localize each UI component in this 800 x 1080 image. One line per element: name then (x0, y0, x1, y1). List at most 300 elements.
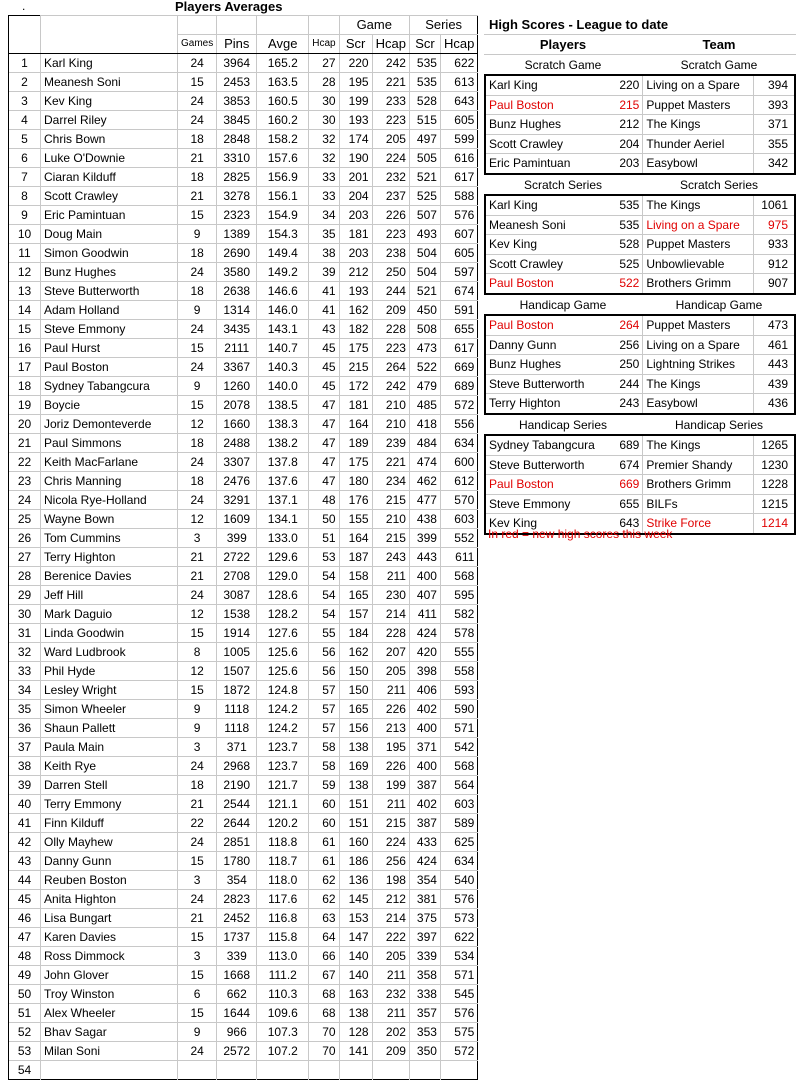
pins-cell: 1660 (217, 415, 257, 434)
games-cell: 12 (178, 605, 217, 624)
game-scr-cell: 184 (339, 624, 372, 643)
series-hcap-cell: 534 (440, 947, 477, 966)
high-score-box (484, 194, 796, 295)
avge-cell: 160.2 (257, 111, 309, 130)
game-hcap-cell: 230 (372, 586, 409, 605)
series-scr-cell: 381 (409, 890, 440, 909)
series-scr-cell: 443 (409, 548, 440, 567)
series-hcap-cell: 572 (440, 396, 477, 415)
team-score: 439 (767, 376, 788, 391)
pins-cell: 3845 (217, 111, 257, 130)
player-score: 689 (613, 436, 643, 455)
series-scr-cell: 438 (409, 510, 440, 529)
series-scr-cell: 505 (409, 149, 440, 168)
high-score-row (486, 436, 794, 455)
series-scr-cell: 400 (409, 757, 440, 776)
rank-cell: 51 (9, 1004, 41, 1023)
table-row (9, 681, 478, 700)
series-hcap-cell: 655 (440, 320, 477, 339)
rank-cell: 28 (9, 567, 41, 586)
rank-cell: 43 (9, 852, 41, 871)
player-name-cell: Nicola Rye-Holland (41, 491, 178, 510)
game-hcap-cell: 223 (372, 111, 409, 130)
series-scr-cell: 528 (409, 92, 440, 111)
avge-cell: 154.9 (257, 206, 309, 225)
game-hcap-cell: 207 (372, 643, 409, 662)
hcap-cell: 60 (309, 795, 339, 814)
hcap-cell: 68 (309, 985, 339, 1004)
team-name: Puppet Masters (643, 316, 754, 335)
series-hcap-cell: 616 (440, 149, 477, 168)
avge-cell: 149.4 (257, 244, 309, 263)
player-name: Steve Butterworth (489, 376, 585, 391)
game-hcap-cell: 211 (372, 1004, 409, 1023)
avge-cell: 138.5 (257, 396, 309, 415)
team-score: 1228 (761, 477, 788, 492)
games-cell: 24 (178, 111, 217, 130)
player-name-cell: Ward Ludbrook (41, 643, 178, 662)
series-scr-cell: 485 (409, 396, 440, 415)
game-hcap-cell: 224 (372, 833, 409, 852)
avge-cell: 118.7 (257, 852, 309, 871)
team-score: 342 (767, 156, 788, 171)
avge-cell: 129.6 (257, 548, 309, 567)
series-scr-cell: 433 (409, 833, 440, 852)
team-name: Brothers Grimm (643, 274, 754, 293)
team-name: Thunder Aeriel (643, 135, 754, 154)
series-scr-header: Scr (409, 35, 440, 54)
hcap-cell: 38 (309, 244, 339, 263)
pins-cell: 1118 (217, 700, 257, 719)
series-scr-cell: 424 (409, 852, 440, 871)
rank-cell: 33 (9, 662, 41, 681)
game-scr-cell: 190 (339, 149, 372, 168)
game-scr-cell: 189 (339, 434, 372, 453)
series-scr-cell: 522 (409, 358, 440, 377)
series-hcap-cell: 558 (440, 662, 477, 681)
series-scr-cell: 371 (409, 738, 440, 757)
game-scr-cell: 140 (339, 947, 372, 966)
series-scr-cell: 515 (409, 111, 440, 130)
hcap-cell: 47 (309, 415, 339, 434)
game-scr-cell: 203 (339, 244, 372, 263)
game-scr-cell: 150 (339, 662, 372, 681)
player-score: 522 (613, 274, 643, 293)
hcap-cell: 50 (309, 510, 339, 529)
rank-cell: 48 (9, 947, 41, 966)
hcap-cell: 32 (309, 130, 339, 149)
avge-cell: 156.9 (257, 168, 309, 187)
games-cell: 24 (178, 1042, 217, 1061)
series-hcap-cell: 571 (440, 719, 477, 738)
table-row (9, 358, 478, 377)
player-name-cell: Finn Kilduff (41, 814, 178, 833)
hcap-cell: 58 (309, 757, 339, 776)
rank-cell: 8 (9, 187, 41, 206)
team-section-label: Handicap Series (674, 417, 764, 432)
team-score: 436 (767, 396, 788, 411)
player-section-label: Scratch Series (523, 177, 603, 192)
rank-cell: 44 (9, 871, 41, 890)
avge-cell: 118.0 (257, 871, 309, 890)
high-score-row (486, 316, 794, 335)
table-row (9, 453, 478, 472)
high-score-row (486, 114, 794, 134)
series-hcap-cell: 556 (440, 415, 477, 434)
rank-cell: 30 (9, 605, 41, 624)
avge-cell: 125.6 (257, 662, 309, 681)
series-hcap-cell: 600 (440, 453, 477, 472)
player-name-cell: Meanesh Soni (41, 73, 178, 92)
team-name: Living on a Spare (643, 336, 754, 355)
pins-cell: 1644 (217, 1004, 257, 1023)
player-name-cell: Anita Highton (41, 890, 178, 909)
table-row (9, 130, 478, 149)
game-scr-cell: 158 (339, 567, 372, 586)
player-score: 535 (613, 196, 643, 215)
game-hcap-cell: 209 (372, 1042, 409, 1061)
player-name-cell: Lesley Wright (41, 681, 178, 700)
game-scr-cell (339, 1061, 372, 1080)
series-scr-cell: 402 (409, 795, 440, 814)
high-score-row (486, 455, 794, 475)
team-score: 461 (767, 337, 788, 352)
rank-cell: 10 (9, 225, 41, 244)
games-cell: 15 (178, 852, 217, 871)
table-row (9, 434, 478, 453)
player-score: 674 (613, 456, 643, 475)
game-scr-cell: 195 (339, 73, 372, 92)
game-hcap-cell: 238 (372, 244, 409, 263)
table-row (9, 947, 478, 966)
game-scr-cell: 164 (339, 529, 372, 548)
rank-cell: 15 (9, 320, 41, 339)
hcap-cell: 56 (309, 643, 339, 662)
game-scr-cell: 180 (339, 472, 372, 491)
avge-cell: 107.3 (257, 1023, 309, 1042)
rank-cell: 27 (9, 548, 41, 567)
games-cell: 21 (178, 187, 217, 206)
pins-cell: 1780 (217, 852, 257, 871)
player-score: 250 (613, 355, 643, 374)
rank-cell: 40 (9, 795, 41, 814)
player-name-cell: Joriz Demonteverde (41, 415, 178, 434)
table-row (9, 320, 478, 339)
series-scr-cell: 484 (409, 434, 440, 453)
pins-cell: 354 (217, 871, 257, 890)
rank-cell: 53 (9, 1042, 41, 1061)
series-hcap-cell: 669 (440, 358, 477, 377)
avge-cell: 158.2 (257, 130, 309, 149)
game-hcap-cell: 243 (372, 548, 409, 567)
team-score: 1061 (761, 197, 788, 212)
game-scr-cell: 193 (339, 282, 372, 301)
series-hcap-cell: 578 (440, 624, 477, 643)
table-row (9, 111, 478, 130)
player-score: 244 (613, 375, 643, 394)
games-cell: 15 (178, 1004, 217, 1023)
table-row (9, 396, 478, 415)
series-hcap-cell: 617 (440, 168, 477, 187)
rank-cell: 3 (9, 92, 41, 111)
game-hcap-cell: 239 (372, 434, 409, 453)
rank-cell: 25 (9, 510, 41, 529)
hcap-cell: 43 (309, 320, 339, 339)
games-cell: 3 (178, 871, 217, 890)
player-name-cell: Steve Butterworth (41, 282, 178, 301)
games-cell: 9 (178, 719, 217, 738)
series-hcap-cell: 597 (440, 263, 477, 282)
player-name: Karl King (489, 197, 538, 212)
games-cell: 21 (178, 567, 217, 586)
player-name-cell: Reuben Boston (41, 871, 178, 890)
pins-cell: 3278 (217, 187, 257, 206)
pins-cell: 3964 (217, 54, 257, 73)
games-cell: 18 (178, 776, 217, 795)
series-hcap-cell: 622 (440, 928, 477, 947)
player-name-cell: Simon Wheeler (41, 700, 178, 719)
pins-cell: 1872 (217, 681, 257, 700)
hcap-cell: 61 (309, 852, 339, 871)
game-group-header: Game (339, 16, 409, 35)
game-hcap-cell: 224 (372, 149, 409, 168)
avge-cell: 140.7 (257, 339, 309, 358)
player-name-cell: Kev King (41, 92, 178, 111)
series-scr-cell (409, 1061, 440, 1080)
hcap-cell: 54 (309, 586, 339, 605)
series-scr-cell: 350 (409, 1042, 440, 1061)
pins-cell: 3853 (217, 92, 257, 111)
games-cell: 24 (178, 54, 217, 73)
table-row (9, 187, 478, 206)
hcap-cell: 53 (309, 548, 339, 567)
rank-cell: 31 (9, 624, 41, 643)
games-cell: 12 (178, 662, 217, 681)
series-group-header: Series (409, 16, 477, 35)
pins-cell: 371 (217, 738, 257, 757)
player-score: 528 (613, 235, 643, 254)
series-hcap-cell: 613 (440, 73, 477, 92)
avge-cell: 121.1 (257, 795, 309, 814)
avge-cell: 124.8 (257, 681, 309, 700)
game-hcap-cell: 232 (372, 985, 409, 1004)
pins-cell: 339 (217, 947, 257, 966)
series-scr-cell: 450 (409, 301, 440, 320)
player-name-cell: Chris Manning (41, 472, 178, 491)
table-row (9, 586, 478, 605)
hcap-cell: 55 (309, 624, 339, 643)
series-hcap-cell: 599 (440, 130, 477, 149)
series-hcap-cell: 582 (440, 605, 477, 624)
table-row (9, 757, 478, 776)
avge-cell: 118.8 (257, 833, 309, 852)
game-hcap-cell: 232 (372, 168, 409, 187)
series-scr-cell: 353 (409, 1023, 440, 1042)
avge-cell: 146.0 (257, 301, 309, 320)
pins-cell: 2848 (217, 130, 257, 149)
hcap-header: Hcap (309, 35, 339, 54)
game-hcap-cell: 215 (372, 814, 409, 833)
series-hcap-cell: 643 (440, 92, 477, 111)
avge-cell: 107.2 (257, 1042, 309, 1061)
series-hcap-cell (440, 1061, 477, 1080)
game-scr-cell: 181 (339, 396, 372, 415)
pins-cell: 2190 (217, 776, 257, 795)
avge-cell: 111.2 (257, 966, 309, 985)
avge-cell: 143.1 (257, 320, 309, 339)
player-name-cell: Terry Highton (41, 548, 178, 567)
hcap-cell: 59 (309, 776, 339, 795)
table-row (9, 814, 478, 833)
table-row (9, 548, 478, 567)
games-cell: 15 (178, 73, 217, 92)
rank-cell: 37 (9, 738, 41, 757)
table-row (9, 909, 478, 928)
team-score: 355 (767, 136, 788, 151)
rank-cell: 12 (9, 263, 41, 282)
games-header: Games (178, 35, 217, 54)
player-score: 212 (613, 115, 643, 134)
games-cell: 18 (178, 282, 217, 301)
table-row (9, 244, 478, 263)
series-scr-cell: 479 (409, 377, 440, 396)
team-score: 393 (767, 97, 788, 112)
team-name: Puppet Masters (643, 96, 754, 115)
team-name: BILFs (643, 495, 754, 514)
player-name-cell: Ciaran Kilduff (41, 168, 178, 187)
series-scr-cell: 402 (409, 700, 440, 719)
table-row (9, 1023, 478, 1042)
rank-cell: 23 (9, 472, 41, 491)
high-score-row (486, 273, 794, 293)
game-hcap-cell: 222 (372, 928, 409, 947)
team-name: Living on a Spare (643, 76, 754, 95)
games-cell: 3 (178, 738, 217, 757)
pins-cell: 2544 (217, 795, 257, 814)
avge-cell: 137.8 (257, 453, 309, 472)
game-hcap-cell: 250 (372, 263, 409, 282)
rank-cell: 39 (9, 776, 41, 795)
game-hcap-cell: 211 (372, 681, 409, 700)
pins-cell: 2823 (217, 890, 257, 909)
games-cell: 3 (178, 529, 217, 548)
player-name: Danny Gunn (489, 337, 557, 352)
player-name-cell: Keith Rye (41, 757, 178, 776)
avge-cell: 116.8 (257, 909, 309, 928)
team-score: 933 (767, 237, 788, 252)
table-row (9, 738, 478, 757)
hcap-cell: 64 (309, 928, 339, 947)
series-hcap-header: Hcap (440, 35, 477, 54)
games-cell: 24 (178, 92, 217, 111)
player-name-cell: Karen Davies (41, 928, 178, 947)
hcap-cell: 56 (309, 662, 339, 681)
hcap-cell: 41 (309, 301, 339, 320)
table-row (9, 225, 478, 244)
rank-cell: 29 (9, 586, 41, 605)
game-scr-cell: 160 (339, 833, 372, 852)
player-name-cell: Lisa Bungart (41, 909, 178, 928)
hcap-cell: 54 (309, 567, 339, 586)
page-title: Players Averages (175, 0, 283, 14)
series-hcap-cell: 576 (440, 1004, 477, 1023)
hcap-cell: 70 (309, 1023, 339, 1042)
avge-cell: 160.5 (257, 92, 309, 111)
high-score-box (484, 314, 796, 415)
team-name: Brothers Grimm (643, 475, 754, 494)
table-row (9, 92, 478, 111)
series-scr-cell: 535 (409, 73, 440, 92)
avge-cell: 140.0 (257, 377, 309, 396)
avge-cell: 128.2 (257, 605, 309, 624)
games-cell: 15 (178, 396, 217, 415)
game-hcap-cell: 215 (372, 491, 409, 510)
series-scr-cell: 339 (409, 947, 440, 966)
high-score-row (486, 254, 794, 274)
hcap-cell: 30 (309, 111, 339, 130)
corner-mark: . (22, 0, 26, 13)
table-row (9, 624, 478, 643)
hcap-cell: 48 (309, 491, 339, 510)
series-hcap-cell: 591 (440, 301, 477, 320)
player-name-cell: Paula Main (41, 738, 178, 757)
game-hcap-cell: 228 (372, 624, 409, 643)
series-hcap-cell: 588 (440, 187, 477, 206)
player-name-cell: Shaun Pallett (41, 719, 178, 738)
game-hcap-cell: 223 (372, 225, 409, 244)
games-cell: 15 (178, 681, 217, 700)
game-scr-cell: 162 (339, 643, 372, 662)
player-name-cell: Jeff Hill (41, 586, 178, 605)
hcap-cell: 30 (309, 92, 339, 111)
pins-cell: 3367 (217, 358, 257, 377)
pins-cell: 3310 (217, 149, 257, 168)
series-scr-cell: 525 (409, 187, 440, 206)
game-hcap-cell: 234 (372, 472, 409, 491)
game-scr-cell: 174 (339, 130, 372, 149)
hcap-cell: 68 (309, 1004, 339, 1023)
series-hcap-cell: 603 (440, 510, 477, 529)
game-scr-cell: 187 (339, 548, 372, 567)
game-scr-cell: 186 (339, 852, 372, 871)
team-score: 443 (767, 357, 788, 372)
avge-cell: 124.2 (257, 700, 309, 719)
avge-cell: 110.3 (257, 985, 309, 1004)
team-name: The Kings (643, 375, 754, 394)
pins-cell: 399 (217, 529, 257, 548)
avge-cell (257, 1061, 309, 1080)
series-hcap-cell: 540 (440, 871, 477, 890)
game-hcap-cell: 198 (372, 871, 409, 890)
rank-cell: 46 (9, 909, 41, 928)
pins-cell: 2690 (217, 244, 257, 263)
game-hcap-cell: 221 (372, 453, 409, 472)
player-name-cell: Tom Cummins (41, 529, 178, 548)
games-cell: 18 (178, 244, 217, 263)
series-hcap-cell: 605 (440, 111, 477, 130)
series-scr-cell: 418 (409, 415, 440, 434)
pins-cell: 3291 (217, 491, 257, 510)
avge-cell: 137.6 (257, 472, 309, 491)
table-row (9, 54, 478, 73)
series-hcap-cell: 590 (440, 700, 477, 719)
games-cell (178, 1061, 217, 1080)
avge-cell: 133.0 (257, 529, 309, 548)
avge-cell: 113.0 (257, 947, 309, 966)
series-hcap-cell: 622 (440, 54, 477, 73)
team-name: Living on a Spare (643, 216, 754, 235)
pins-cell: 2323 (217, 206, 257, 225)
